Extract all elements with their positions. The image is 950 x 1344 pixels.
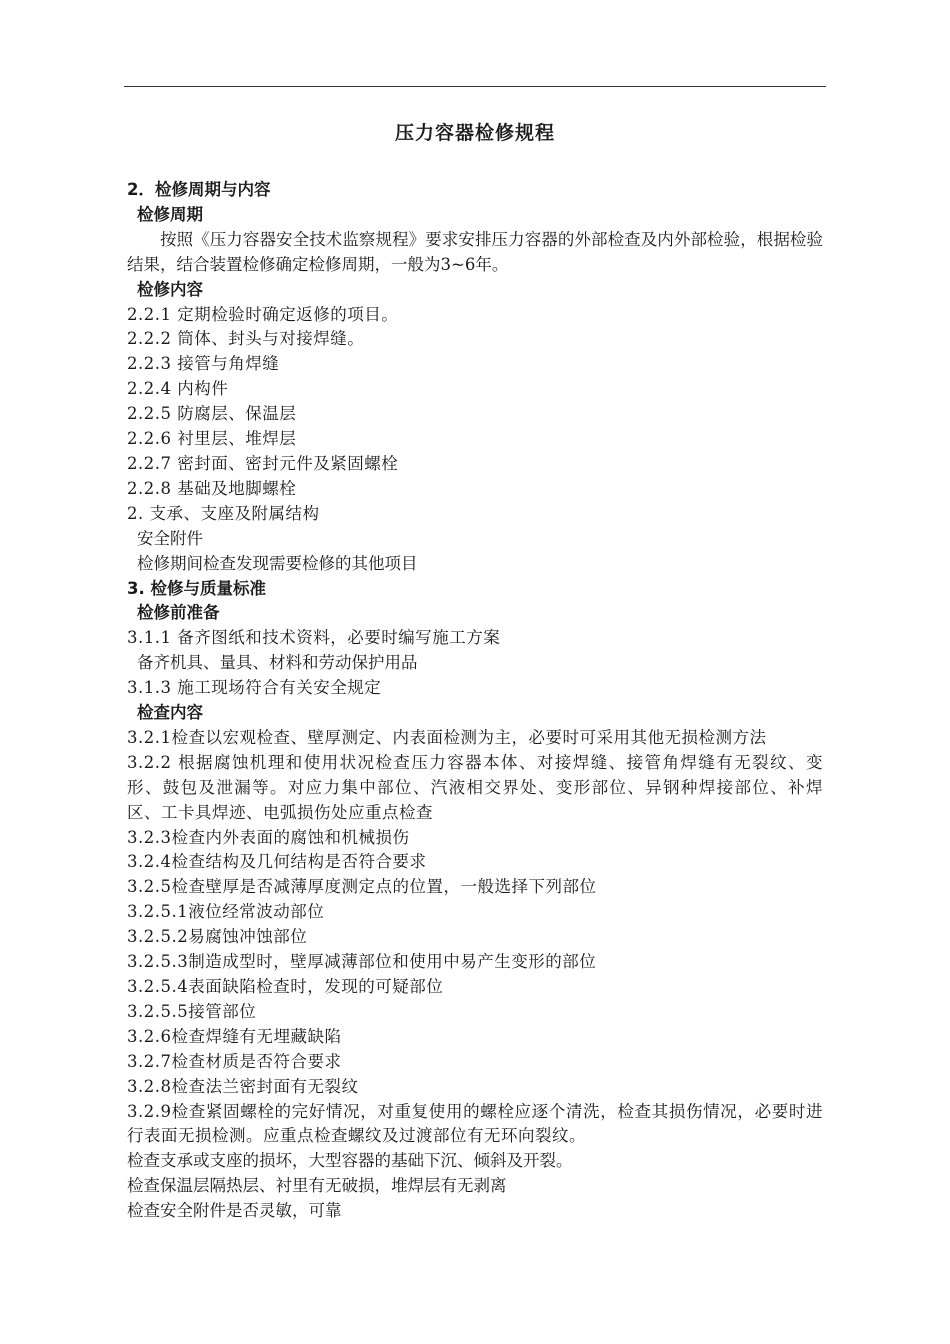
list-item: 2.2.7 密封面、密封元件及紧固螺栓: [127, 453, 399, 473]
list-item: 3.2.4检查结构及几何结构是否符合要求: [127, 852, 427, 872]
list-item: 3.2.2 根据腐蚀机理和使用状况检查压力容器本体、对接焊缝、接管角焊缝有无裂纹、变形、鼓包及泄漏等。对应力集中部位、汽液相交界处、变形部位、异钢种焊接部位、补焊区、工卡具焊迹、电弧损伤处应重点检查: [127, 752, 823, 822]
paragraph-period: 按照《压力容器安全技术监察规程》要求安排压力容器的外部检查及内外部检验，根据检验结果，结合装置检修确定检修周期，一般为3~6年。: [127, 229, 823, 274]
list-item: 3.2.5检查壁厚是否减薄厚度测定点的位置，一般选择下列部位: [127, 877, 597, 897]
list-item: 2.2.4 内构件: [127, 379, 229, 399]
list-item: 2. 支承、支座及附属结构: [127, 503, 320, 523]
list-item: 3.2.9检查紧固螺栓的完好情况，对重复使用的螺栓应逐个清洗，检查其损伤情况，必要时进行表面无损检测。应重点检查螺纹及过渡部位有无环向裂纹。: [127, 1101, 823, 1146]
list-item: 安全附件: [137, 528, 203, 548]
section-heading-3: 3. 检修与质量标准: [127, 578, 266, 598]
list-item: 3.2.5.5接管部位: [127, 1001, 257, 1021]
list-item: 3.2.7检查材质是否符合要求: [127, 1051, 342, 1071]
list-item: 3.2.6检查焊缝有无埋藏缺陷: [127, 1026, 342, 1046]
list-item: 3.2.8检查法兰密封面有无裂纹: [127, 1076, 359, 1096]
list-item: 检查保温层隔热层、衬里有无破损，堆焊层有无剥离: [127, 1176, 507, 1196]
list-item: 2.2.1 定期检验时确定返修的项目。: [127, 304, 399, 324]
list-item: 2.2.2 筒体、封头与对接焊缝。: [127, 329, 365, 349]
list-item: 2.2.3 接管与角焊缝: [127, 354, 280, 374]
header-rule: [124, 86, 826, 87]
list-item: 2.2.6 衬里层、堆焊层: [127, 429, 297, 449]
list-item: 检修期间检查发现需要检修的其他项目: [137, 553, 418, 573]
list-item: 3.2.1检查以宏观检查、壁厚测定、内表面检测为主，必要时可采用其他无损检测方法: [127, 727, 767, 747]
list-item: 3.2.5.1液位经常波动部位: [127, 902, 325, 922]
subheading-inspect: 检查内容: [137, 703, 203, 723]
subheading-content: 检修内容: [137, 279, 203, 299]
list-item: 3.2.5.3制造成型时，壁厚减薄部位和使用中易产生变形的部位: [127, 952, 597, 972]
document-title: 压力容器检修规程: [394, 122, 555, 144]
subheading-period: 检修周期: [137, 204, 203, 224]
list-item: 检查支承或支座的损坏，大型容器的基础下沉、倾斜及开裂。: [127, 1151, 573, 1171]
list-item: 2.2.8 基础及地脚螺栓: [127, 478, 297, 498]
list-item: 3.1.1 备齐图纸和技术资料，必要时编写施工方案: [127, 628, 501, 648]
list-item: 2.2.5 防腐层、保温层: [127, 404, 297, 424]
subheading-prep: 检修前准备: [137, 603, 220, 623]
list-item: 备齐机具、量具、材料和劳动保护用品: [137, 653, 418, 673]
section-heading-2: 2．检修周期与内容: [127, 180, 271, 199]
list-item: 3.1.3 施工现场符合有关安全规定: [127, 678, 382, 698]
list-item: 3.2.5.2易腐蚀冲蚀部位: [127, 927, 308, 947]
document-body: [127, 178, 823, 1224]
list-item: 3.2.3检查内外表面的腐蚀和机械损伤: [127, 827, 410, 847]
list-item: 检查安全附件是否灵敏，可靠: [127, 1201, 342, 1221]
list-item: 3.2.5.4表面缺陷检查时，发现的可疑部位: [127, 977, 444, 996]
